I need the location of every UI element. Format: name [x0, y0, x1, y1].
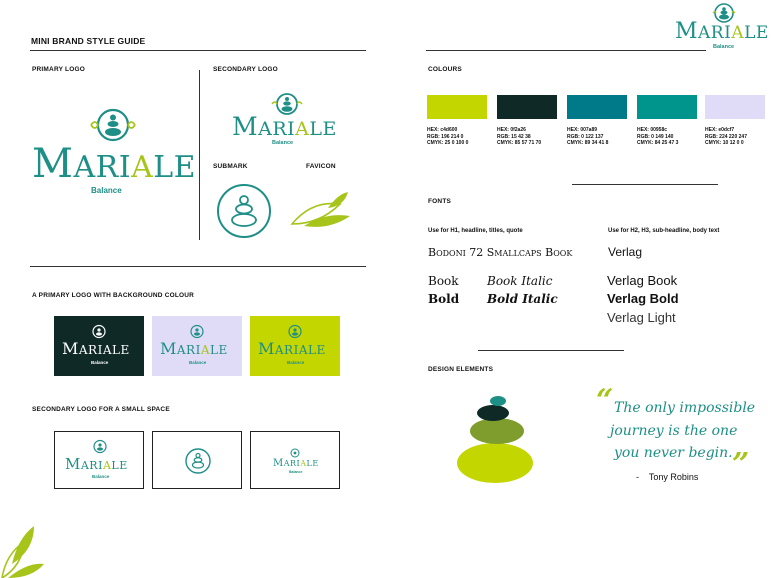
- colour-cmyk: CMYK: 25 0 100 0: [427, 140, 469, 147]
- stone-emblem-icon: [289, 448, 301, 458]
- logo-wordmark-end: LE: [744, 23, 769, 43]
- font-sample-bold-italic: Bold Italic: [487, 292, 558, 306]
- logo-wordmark-m: M: [232, 112, 259, 141]
- submark-emblem-icon: [215, 182, 273, 240]
- colours-heading: COLOURS: [428, 66, 462, 73]
- colour-spec-3: [567, 127, 608, 147]
- stone-emblem-icon: [90, 324, 108, 339]
- logo-wordmark-m: M: [160, 339, 177, 358]
- logo-wordmark-m: M: [675, 19, 699, 44]
- font-sample-verlag-book: Verlag Book: [607, 273, 678, 288]
- logo-wordmark-end: LE: [210, 343, 228, 357]
- logo-wordmark-m: M: [62, 339, 79, 358]
- logo-tagline: Balance: [713, 44, 735, 50]
- quote-line-2: journey is the one: [610, 423, 738, 439]
- colour-rgb: RGB: 196 214 0: [427, 133, 464, 140]
- logo-wordmark-mid: ARI: [698, 23, 732, 43]
- colour-cmyk: CMYK: 84 25 47 3: [637, 140, 679, 147]
- logo-wordmark-mid: ARI: [258, 118, 296, 140]
- logo-wordmark-highlight: A: [200, 343, 211, 357]
- design-top-divider: [478, 350, 624, 351]
- small-logo-box-full: [54, 431, 144, 489]
- font-right-usage: Use for H2, H3, sub-headline, body text: [608, 228, 720, 234]
- font-left-usage: Use for H1, headline, titles, quote: [428, 228, 523, 234]
- logo-wordmark-end: LE: [308, 343, 326, 357]
- logo-wordmark-end: LE: [309, 118, 337, 140]
- secondary-small-heading: SECONDARY LOGO FOR A SMALL SPACE: [32, 406, 170, 413]
- logo-tagline: Balance: [287, 360, 305, 365]
- colour-spec-4: [637, 127, 678, 147]
- logo-wordmark-end: LE: [306, 459, 319, 468]
- logo-wordmark-highlight: A: [300, 459, 307, 468]
- logo-tagline: Balance: [289, 470, 303, 474]
- logo-wordmark-mid: ARI: [274, 343, 299, 357]
- font-left-name: Bodoni 72 Smallcaps Book: [428, 246, 573, 259]
- secondary-logo-heading: SECONDARY LOGO: [213, 66, 278, 73]
- quote-line-3: you never begin.: [614, 445, 733, 461]
- colour-rgb: RGB: 0 149 140: [637, 133, 674, 140]
- colour-swatch-3: [567, 95, 627, 119]
- corner-logo: [675, 2, 773, 52]
- colours-top-divider: [426, 50, 706, 51]
- stacked-stones-icon: [455, 393, 535, 485]
- small-logo-box-submark: [152, 431, 242, 489]
- primary-bg-heading: A PRIMARY LOGO WITH BACKGROUND COLOUR: [32, 292, 195, 299]
- logo-wordmark-mid: ARI: [73, 150, 132, 185]
- colour-hex: HEX: 007a89: [567, 127, 598, 133]
- colour-rgb: RGB: 0 122 137: [567, 133, 604, 140]
- colour-spec-5: [705, 127, 747, 147]
- logo-tagline: Balance: [91, 360, 109, 365]
- logo-tagline: Balance: [91, 186, 122, 195]
- logo-wordmark-m: M: [32, 141, 74, 187]
- stone-emblem-icon: [188, 324, 206, 339]
- logo-wordmark-highlight: A: [131, 150, 154, 185]
- font-sample-verlag-light: Verlag Light: [607, 310, 676, 325]
- leaf-decoration-icon: [0, 524, 46, 578]
- logo-wordmark-highlight: A: [298, 343, 309, 357]
- colour-rgb: RGB: 224 220 247: [705, 133, 747, 140]
- title-divider: [30, 50, 366, 51]
- colour-swatch-5: [705, 95, 765, 119]
- logo-wordmark-mid: ARI: [78, 343, 103, 357]
- colour-spec-1: [427, 127, 468, 147]
- font-sample-book: Book: [428, 274, 459, 288]
- colour-cmyk: CMYK: 85 57 71 70: [497, 140, 542, 147]
- quote-line-1: The only impossible: [614, 400, 756, 416]
- logo-wordmark-end: LE: [153, 150, 197, 185]
- logo-tile-lime: [250, 316, 340, 376]
- stone-emblem-icon: [286, 324, 304, 339]
- secondary-logo: [232, 90, 342, 150]
- font-sample-book-italic: Book Italic: [487, 274, 553, 288]
- logo-tagline: Balance: [189, 360, 207, 365]
- logo-wordmark-m: M: [65, 455, 81, 473]
- colour-spec-2: [497, 127, 541, 147]
- logo-tagline: Balance: [92, 474, 110, 479]
- logo-wordmark-mid: ARI: [176, 343, 201, 357]
- logo-wordmark-highlight: A: [295, 118, 310, 140]
- logo-wordmark-m: M: [258, 339, 275, 358]
- logo-wordmark-m: M: [273, 458, 284, 469]
- logo-wordmark-end: LE: [111, 459, 128, 472]
- font-sample-bold: Bold: [428, 292, 460, 306]
- fonts-top-divider: [572, 184, 718, 185]
- logo-wordmark-highlight: A: [731, 23, 745, 43]
- colour-hex: HEX: 00958c: [637, 127, 668, 133]
- fonts-heading: FONTS: [428, 198, 452, 205]
- favicon-leaf-icon: [290, 190, 352, 230]
- page-title: MINI BRAND STYLE GUIDE: [31, 36, 146, 46]
- font-sample-verlag-bold: Verlag Bold: [607, 291, 679, 306]
- logo-column-divider: [199, 70, 200, 240]
- primary-logo: [30, 105, 197, 200]
- logo-wordmark-end: LE: [112, 343, 130, 357]
- favicon-heading: FAVICON: [306, 163, 336, 170]
- colour-swatch-2: [497, 95, 557, 119]
- logo-tile-dark: [54, 316, 144, 376]
- colour-hex: HEX: e0dcf7: [705, 127, 735, 133]
- design-elements-heading: DESIGN ELEMENTS: [428, 366, 494, 373]
- section-divider: [30, 266, 366, 267]
- logo-tile-lavender: [152, 316, 242, 376]
- colour-cmyk: CMYK: 89 34 41 8: [567, 140, 609, 147]
- submark-heading: SUBMARK: [213, 163, 248, 170]
- quote-author: - Tony Robins: [636, 472, 699, 482]
- close-quote-mark: ”: [732, 447, 750, 482]
- logo-tagline: Balance: [272, 140, 294, 146]
- primary-logo-heading: PRIMARY LOGO: [32, 66, 85, 73]
- stone-emblem-icon: [91, 439, 109, 454]
- stone-emblem-icon: [83, 105, 143, 145]
- logo-wordmark-mid: ARI: [80, 459, 103, 472]
- submark-emblem-icon: [184, 447, 212, 475]
- colour-hex: HEX: 0f2a26: [497, 127, 526, 133]
- logo-wordmark-highlight: A: [102, 459, 112, 472]
- colour-rgb: RGB: 15 42 38: [497, 133, 531, 140]
- font-right-name: Verlag: [608, 245, 643, 259]
- small-logo-box-mini: [250, 431, 340, 489]
- open-quote-mark: “: [596, 383, 614, 418]
- logo-wordmark-highlight: A: [102, 343, 113, 357]
- colour-swatch-4: [637, 95, 697, 119]
- colour-hex: HEX: c4d600: [427, 127, 458, 133]
- colour-swatch-1: [427, 95, 487, 119]
- colour-cmyk: CMYK: 10 12 0 0: [705, 140, 744, 147]
- logo-wordmark-mid: ARI: [283, 459, 301, 468]
